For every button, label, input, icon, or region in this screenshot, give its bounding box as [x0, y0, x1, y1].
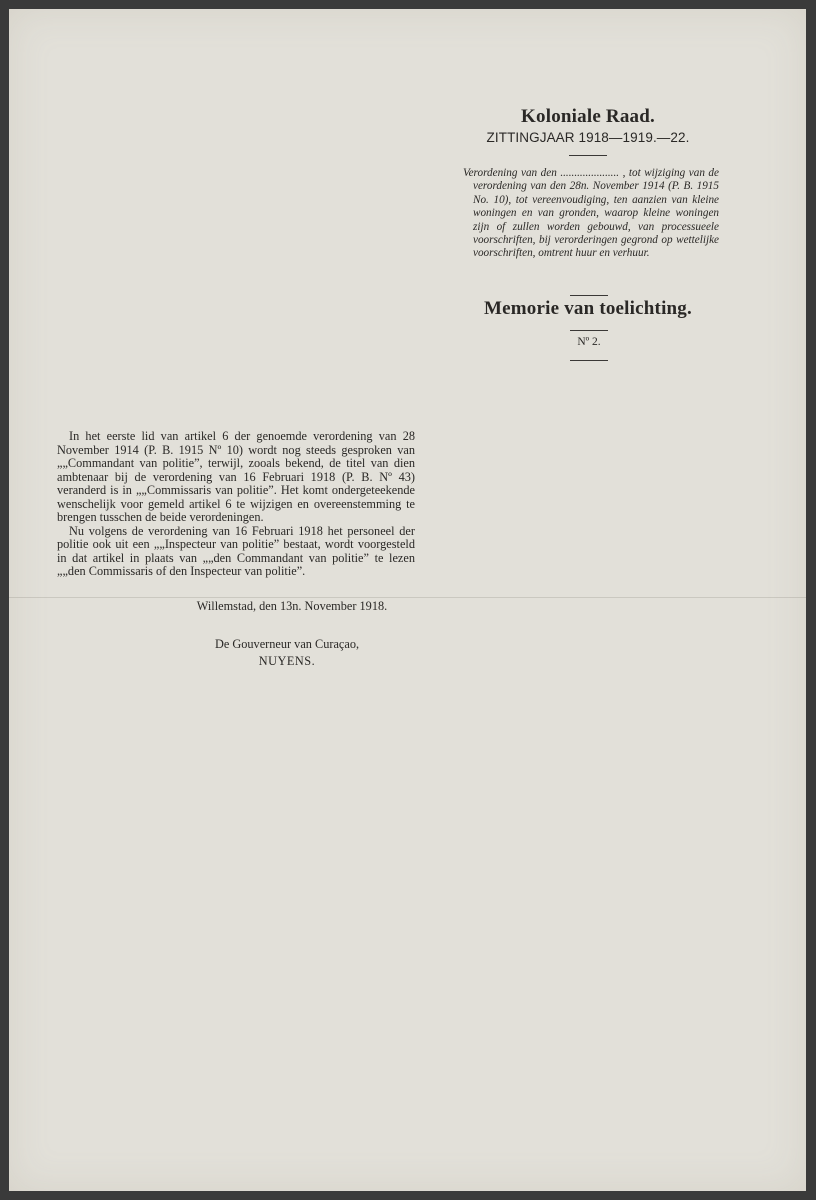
subject-text: Verordening van den ..................... , tot wijziging van de verordening van den 28n. November 1914 (P. B. 1915 No. 10), tot vereenvoudiging, ten aanzien van kleine woningen en van gronden, waarop kleine woningen zijn of zullen worden gebouwd, van processueele voorschriften, bij verorderingen gegrond op wettelijke voorschriften, omtrent huur en verhuur.	[463, 167, 719, 260]
signature-name: NUYENS.	[258, 654, 316, 668]
document-page	[9, 9, 806, 1191]
memo-divider-bottom	[570, 360, 608, 361]
council-title: Koloniale Raad.	[521, 106, 655, 127]
header-divider	[569, 155, 607, 156]
memo-number: Nº 2.	[577, 336, 601, 348]
session-year: ZITTINGJAAR 1918—1919.—22.	[486, 130, 690, 145]
paper-fold-line	[9, 597, 806, 598]
signature-place-date: Willemstad, den 13n. November 1918.	[196, 599, 388, 613]
signature-role: De Gouverneur van Curaçao,	[214, 637, 360, 651]
memo-body	[57, 430, 415, 579]
body-paragraph: In het eerste lid van artikel 6 der genoemde verordening van 28 November 1914 (P. B. 1915 Nº 10) wordt nog steeds gesproken van „„Commandant van politie”, terwijl, zooals bekend, de titel van dien ambtenaar bij de verordening van 16 Februari 1918 (P. B. Nº 43) veranderd is in „„Commissaris van politie”. Het komt ondergeteekende wenschelijk voor gemeld artikel 6 te wijzigen en overeenstemming te brengen tusschen de beide verordeningen.	[57, 429, 415, 524]
memo-divider-top	[570, 330, 608, 331]
memo-title: Memorie van toelichting.	[484, 298, 692, 319]
body-paragraph: Nu volgens de verordening van 16 Februari 1918 het personeel der politie ook uit een „„Inspecteur van politie” bestaat, wordt voorgesteld in dat artikel in plaats van „„den Commandant van politie” te lezen „„den Commissaris of den Inspecteur van politie”.	[57, 523, 415, 578]
ordinance-subject	[463, 167, 719, 261]
subject-divider	[570, 295, 608, 296]
document-header	[457, 105, 719, 156]
